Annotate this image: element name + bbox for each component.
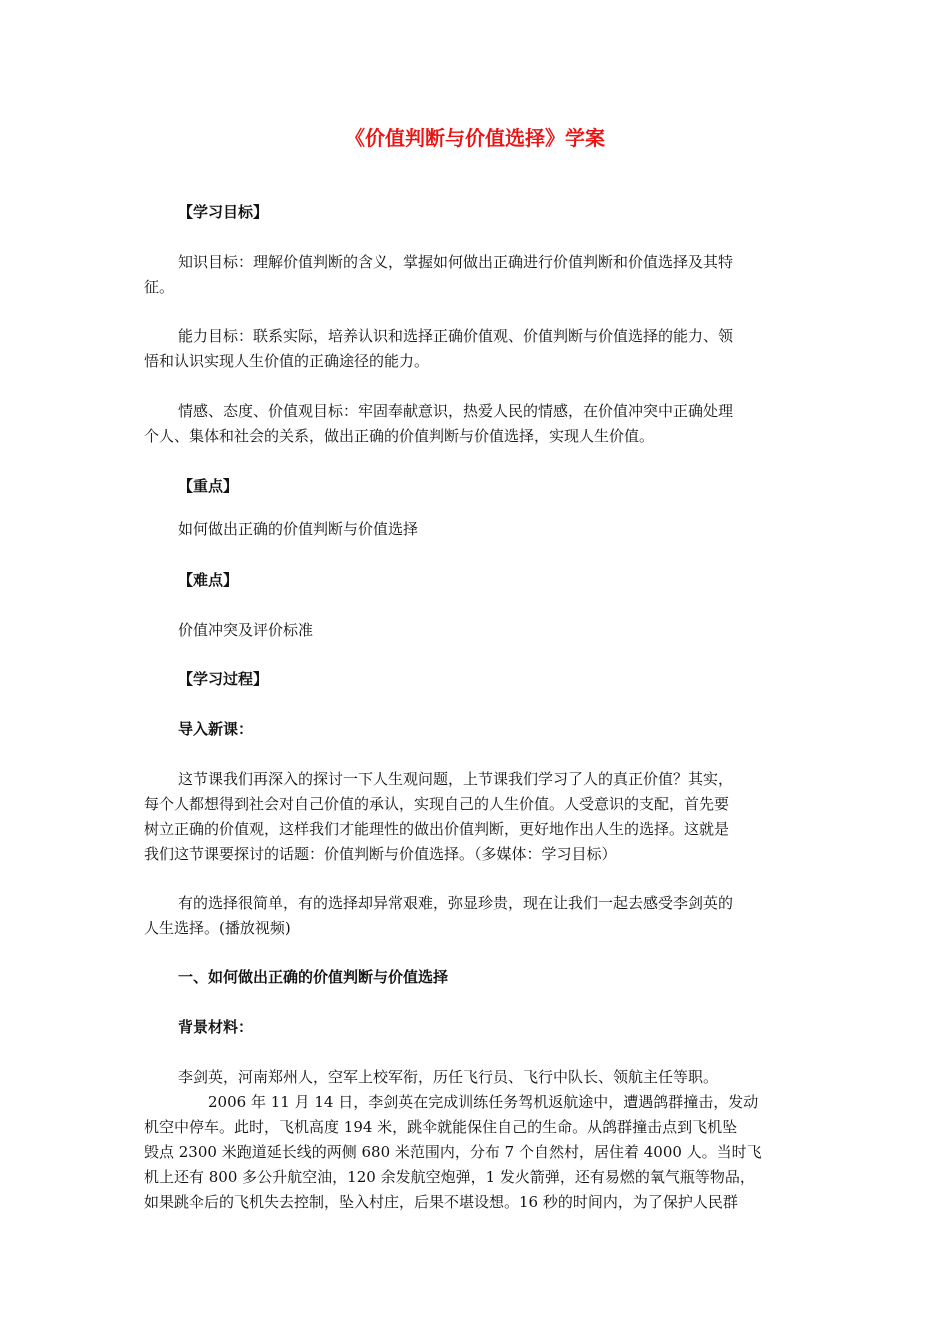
ability-goal-line-2: 悟和认识实现人生价值的正确途径的能力。 xyxy=(144,352,430,370)
background-line-5: 机上还有 800 多公升航空油，120 余发航空炮弹，1 发火箭弹，还有易燃的氧气瓶等物品， xyxy=(144,1168,755,1186)
intro-para-line-3: 树立正确的价值观，这样我们才能理性的做出价值判断，更好地作出人生的选择。这就是 xyxy=(144,820,730,838)
intro-para-line-4: 我们这节课要探讨的话题：价值判断与价值选择。（多媒体：学习目标） xyxy=(144,845,617,863)
intro-para-line-1: 这节课我们再深入的探讨一下人生观问题，上节课我们学习了人的真正价值？其实， xyxy=(178,770,734,788)
heading-background: 背景材料： xyxy=(178,1018,254,1036)
heading-difficult-point: 【难点】 xyxy=(178,571,239,589)
emotion-goal-line-1: 情感、态度、价值观目标：牢固奉献意识，热爱人民的情感，在价值冲突中正确处理 xyxy=(178,402,734,420)
choice-para-line-1: 有的选择很简单，有的选择却异常艰难，弥显珍贵，现在让我们一起去感受李剑英的 xyxy=(178,894,734,912)
heading-intro: 导入新课： xyxy=(178,720,254,738)
key-point-text: 如何做出正确的价值判断与价值选择 xyxy=(178,520,419,538)
ability-goal-line-1: 能力目标：联系实际，培养认识和选择正确价值观、价值判断与价值选择的能力、领 xyxy=(178,327,734,345)
heading-key-point: 【重点】 xyxy=(178,477,239,495)
heading-part-one: 一、如何做出正确的价值判断与价值选择 xyxy=(178,968,449,986)
intro-para-line-2: 每个人都想得到社会对自己价值的承认，实现自己的人生价值。人受意识的支配，首先要 xyxy=(144,795,730,813)
background-line-4: 毁点 2300 米跑道延长线的两侧 680 米范围内，分布 7 个自然村，居住着 4000 人。当时飞 xyxy=(144,1143,762,1161)
background-line-3: 机空中停车。此时，飞机高度 194 米，跳伞就能保住自己的生命。从鸽群撞击点到飞机坠 xyxy=(144,1118,738,1136)
heading-learning-goals: 【学习目标】 xyxy=(178,203,269,221)
document-title: 《价值判断与价值选择》学案 xyxy=(345,126,605,150)
background-line-2: 2006 年 11 月 14 日，李剑英在完成训练任务驾机返航途中，遭遇鸽群撞击，发动 xyxy=(208,1093,759,1111)
background-line-1: 李剑英，河南郑州人，空军上校军衔，历任飞行员、飞行中队长、领航主任等职。 xyxy=(178,1068,719,1086)
difficult-point-text: 价值冲突及评价标准 xyxy=(178,621,314,639)
choice-para-line-2: 人生选择。(播放视频) xyxy=(144,919,291,937)
heading-learning-process: 【学习过程】 xyxy=(178,670,269,688)
emotion-goal-line-2: 个人、集体和社会的关系，做出正确的价值判断与价值选择，实现人生价值。 xyxy=(144,427,655,445)
background-line-6: 如果跳伞后的飞机失去控制，坠入村庄，后果不堪设想。16 秒的时间内，为了保护人民群 xyxy=(144,1193,738,1211)
knowledge-goal-line-1: 知识目标：理解价值判断的含义，掌握如何做出正确进行价值判断和价值选择及其特 xyxy=(178,253,734,271)
knowledge-goal-line-2: 征。 xyxy=(144,278,175,296)
